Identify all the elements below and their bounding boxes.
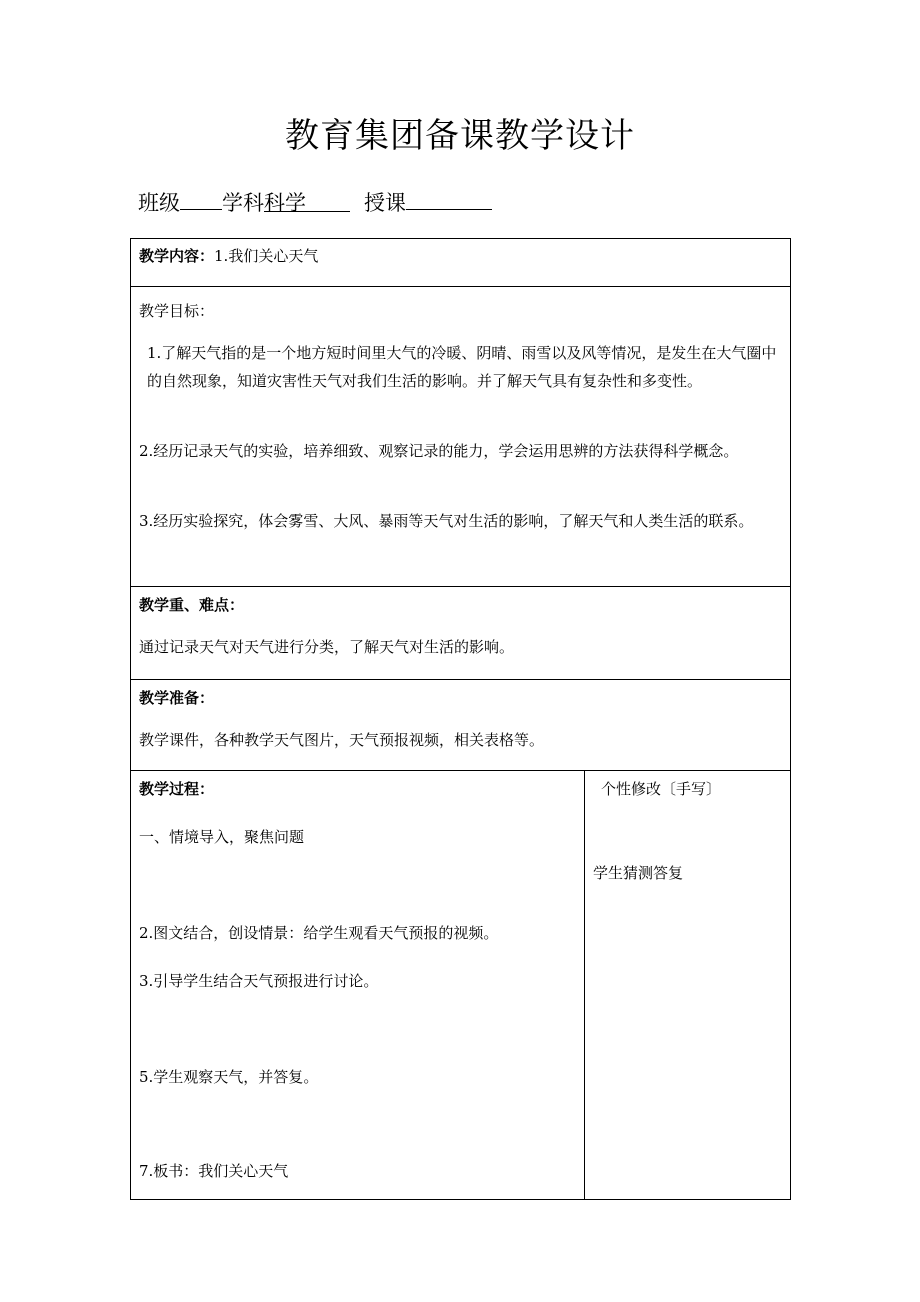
lesson-plan-table	[130, 238, 791, 1200]
preparation-text: 教学课件，各种教学天气图片，天气预报视频，相关表格等。	[139, 731, 545, 749]
process-cell	[131, 771, 585, 1200]
process-label: 教学过程：	[139, 780, 215, 798]
page-title: 教育集团备课教学设计	[285, 116, 635, 156]
process-row	[131, 771, 791, 1200]
notes-label: 个性修改〔手写〕	[601, 780, 722, 798]
goals-row	[131, 287, 791, 587]
content-value: 1.我们关心天气	[214, 247, 319, 265]
process-step-2: 2.图文结合，创设情景：给学生观看天气预报的视频。	[139, 924, 499, 942]
content-label: 教学内容：	[139, 247, 215, 265]
goal-item-3: 3.经历实验探究，体会雾雪、大风、暴雨等天气对生活的影响，了解天气和人类生活的联系。	[139, 512, 754, 530]
goal-item-2: 2.经历记录天气的实验，培养细致、观察记录的能力，学会运用思辨的方法获得科学概念。	[139, 442, 739, 460]
process-step-3: 3.引导学生结合天气预报进行讨论。	[139, 972, 379, 990]
teach-blank	[406, 185, 492, 210]
keypoints-row	[131, 587, 791, 680]
process-step-4: 5.学生观察天气，并答复。	[139, 1068, 319, 1086]
notes-cell	[585, 771, 791, 1200]
subject-blank	[264, 187, 350, 215]
notes-text: 学生猜测答复	[593, 864, 684, 882]
class-blank	[180, 185, 222, 210]
info-line	[138, 185, 492, 219]
teach-label: 授课	[364, 191, 406, 215]
goals-label: 教学目标：	[139, 302, 215, 320]
class-label: 班级	[138, 191, 180, 215]
subject-label: 学科	[222, 191, 264, 215]
preparation-row	[131, 680, 791, 771]
content-row	[131, 239, 791, 287]
process-step-1: 一、情境导入，聚焦问题	[139, 828, 305, 846]
goal-item-1: 1.了解天气指的是一个地方短时间里大气的冷暖、阴晴、雨雪以及风等情况，是发生在大气圈中的自然现象，知道灾害性天气对我们生活的影响。并了解天气具有复杂性和多变性。	[147, 344, 777, 390]
keypoints-text: 通过记录天气对天气进行分类，了解天气对生活的影响。	[139, 638, 515, 656]
preparation-label: 教学准备：	[139, 689, 215, 707]
process-step-5: 7.板书：我们关心天气	[139, 1162, 289, 1180]
subject-value: 科学	[264, 191, 306, 215]
keypoints-label: 教学重、难点：	[139, 596, 245, 614]
